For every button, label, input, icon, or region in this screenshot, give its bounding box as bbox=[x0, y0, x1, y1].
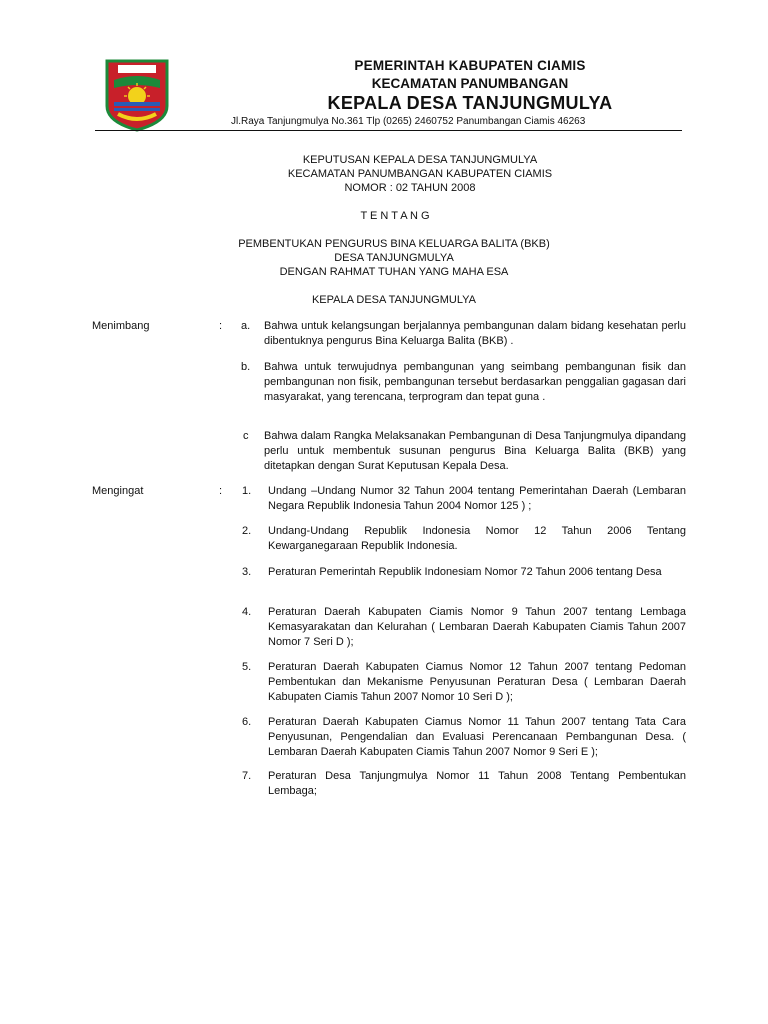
mengingat-mark-6: 6. bbox=[242, 716, 252, 728]
mengingat-item-1: Undang –Undang Numor 32 Tahun 2004 tentang Pemerintahan Daerah (Lembaran Negara Republik Indonesia Tahun 2004 Nomor 125 ) ; bbox=[268, 485, 686, 512]
letterhead-divider bbox=[95, 130, 682, 131]
menimbang-mark-c: c bbox=[243, 430, 249, 442]
mengingat-item-4: Peraturan Daerah Kabupaten Ciamis Nomor 9 Tahun 2007 tentang Lembaga Kemasyarakatan dan Kelurahan ( Lembaran Daerah Kabupaten Ciamis Tahun 2007 Nomor 7 Seri D ); bbox=[268, 606, 686, 648]
mengingat-label: Mengingat bbox=[92, 485, 144, 497]
menimbang-mark-a: a. bbox=[241, 320, 251, 332]
mengingat-item-2: Undang-Undang Republik Indonesia Nomor 12 Tahun 2006 Tentang Kewarganegaraan Republik Indonesia. bbox=[268, 525, 686, 552]
menimbang-colon: : bbox=[219, 320, 223, 332]
decree-title: KEPUTUSAN KEPALA DESA TANJUNGMULYA bbox=[302, 154, 538, 166]
decree-subject-line-1: PEMBENTUKAN PENGURUS BINA KELUARGA BALITA (BKB) bbox=[238, 238, 550, 250]
mengingat-item-7: Peraturan Desa Tanjungmulya Nomor 11 Tahun 2008 Tentang Pembentukan Lembaga; bbox=[268, 770, 686, 797]
mengingat-mark-1: 1. bbox=[242, 485, 252, 497]
mengingat-mark-4: 4. bbox=[242, 606, 252, 618]
letterhead-title: KEPALA DESA TANJUNGMULYA bbox=[327, 93, 613, 113]
mengingat-mark-5: 5. bbox=[242, 661, 252, 673]
mengingat-item-3: Peraturan Pemerintah Republik Indonesiam Nomor 72 Tahun 2006 tentang Desa bbox=[268, 566, 662, 578]
mengingat-mark-7: 7. bbox=[242, 770, 252, 782]
decree-number: NOMOR : 02 TAHUN 2008 bbox=[344, 182, 476, 194]
decree-tentang: T E N T A N G bbox=[360, 210, 430, 222]
ciamis-regency-emblem-icon bbox=[104, 58, 170, 132]
decree-subject-line-3: DENGAN RAHMAT TUHAN YANG MAHA ESA bbox=[279, 266, 509, 278]
menimbang-item-b: Bahwa untuk terwujudnya pembangunan yang seimbang pembangunan fisik dan pembangunan non fisik, pembangunan tersebut berdasarkan penggalian gagasan dari masyarakat, yang terencana, terprogram dan tepat guna . bbox=[264, 361, 686, 403]
menimbang-item-a: Bahwa untuk kelangsungan berjalannya pembangunan dalam bidang kesehatan perlu dibentuknya pengurus Bina Keluarga Balita (BKB) . bbox=[264, 320, 686, 347]
menimbang-label: Menimbang bbox=[92, 320, 150, 332]
letterhead-line-2: KECAMATAN PANUMBANGAN bbox=[371, 76, 569, 91]
mengingat-item-6: Peraturan Daerah Kabupaten Ciamus Nomor 11 Tahun 2007 tentang Tata Cara Penyusunan, Pengendalian dan Evaluasi Perencanaan Pembangunan Desa. ( Lembaran Daerah Kabupaten Ciamis Tahun 2007 Nomor 9 Seri E ); bbox=[268, 716, 686, 758]
mengingat-mark-3: 3. bbox=[242, 566, 252, 578]
menimbang-mark-b: b. bbox=[241, 361, 251, 373]
decree-subject-line-2: DESA TANJUNGMULYA bbox=[334, 252, 454, 264]
decree-subtitle: KECAMATAN PANUMBANGAN KABUPATEN CIAMIS bbox=[287, 168, 553, 180]
mengingat-colon: : bbox=[219, 485, 223, 497]
letterhead-line-1: PEMERINTAH KABUPATEN CIAMIS bbox=[354, 58, 586, 73]
letterhead-address: Jl.Raya Tanjungmulya No.361 Tlp (0265) 2460752 Panumbangan Ciamis 46263 bbox=[231, 116, 586, 127]
mengingat-mark-2: 2. bbox=[242, 525, 252, 537]
mengingat-item-5: Peraturan Daerah Kabupaten Ciamus Nomor 12 Tahun 2007 tentang Pedoman Pembentukan dan Mekanisme Penyusunan Peraturan Desa ( Lembaran Daerah Kabupaten Ciamis Tahun 2007 Nomor 10 Seri D ); bbox=[268, 661, 686, 703]
decree-issuer: KEPALA DESA TANJUNGMULYA bbox=[311, 294, 477, 306]
menimbang-item-c: Bahwa dalam Rangka Melaksanakan Pembangunan di Desa Tanjungmulya dipandang perlu untuk membentuk susunan pengurus Bina Keluarga Balita (BKB) yang ditetapkan dengan Surat Keputusan Kepala Desa. bbox=[264, 430, 686, 472]
